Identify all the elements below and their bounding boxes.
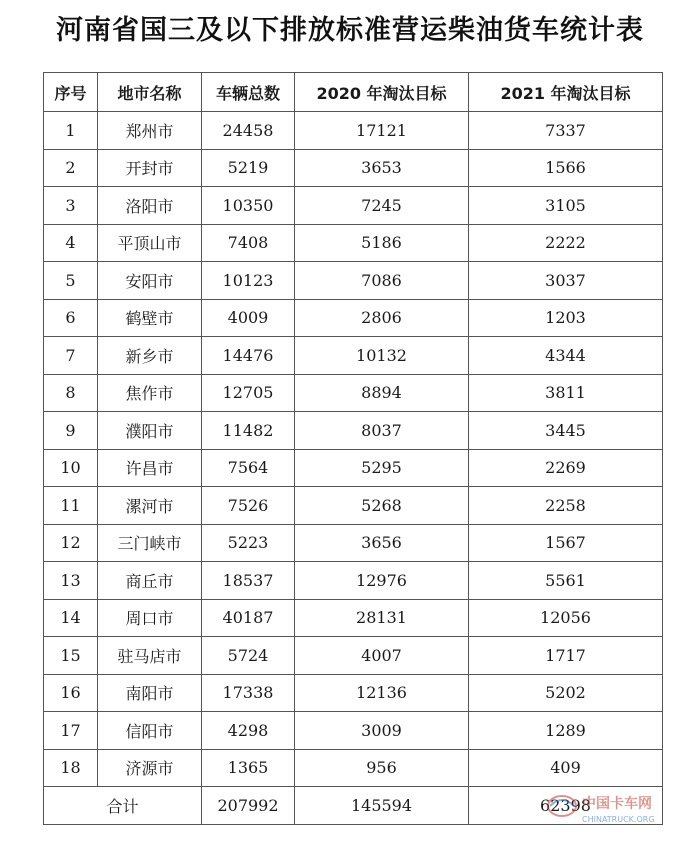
- cell-serial-number: 1: [44, 112, 98, 150]
- cell-vehicle-total: 5219: [202, 149, 295, 187]
- table-row: [44, 224, 663, 262]
- cell-city-name: 濮阳市: [98, 412, 202, 450]
- cell-serial-number: 9: [44, 412, 98, 450]
- cell-2021-target: 3811: [469, 374, 663, 412]
- table-row: [44, 637, 663, 675]
- cell-serial-number: 17: [44, 712, 98, 750]
- cell-2020-target: 3653: [295, 149, 469, 187]
- cell-vehicle-total: 4298: [202, 712, 295, 750]
- cell-city-name: 开封市: [98, 149, 202, 187]
- cell-serial-number: 3: [44, 187, 98, 225]
- table-row: [44, 562, 663, 600]
- cell-serial-number: 4: [44, 224, 98, 262]
- cell-vehicle-total: 40187: [202, 599, 295, 637]
- table-row: [44, 337, 663, 375]
- cell-vehicle-total: 10123: [202, 262, 295, 300]
- table-row: [44, 487, 663, 525]
- cell-2021-target: 5202: [469, 674, 663, 712]
- table-row: [44, 749, 663, 787]
- cell-vehicle-total: 7564: [202, 449, 295, 487]
- cell-vehicle-total: 5223: [202, 524, 295, 562]
- cell-serial-number: 8: [44, 374, 98, 412]
- cell-serial-number: 13: [44, 562, 98, 600]
- cell-2020-target: 28131: [295, 599, 469, 637]
- cell-serial-number: 2: [44, 149, 98, 187]
- cell-serial-number: 15: [44, 637, 98, 675]
- cell-2021-target: 1717: [469, 637, 663, 675]
- table-row: [44, 599, 663, 637]
- cell-city-name: 平顶山市: [98, 224, 202, 262]
- table-row: [44, 149, 663, 187]
- cell-2021-target: 1567: [469, 524, 663, 562]
- total-label: 合计: [44, 787, 202, 825]
- cell-2021-target: 7337: [469, 112, 663, 150]
- cell-2020-target: 3656: [295, 524, 469, 562]
- table-row: [44, 449, 663, 487]
- cell-2020-target: 8894: [295, 374, 469, 412]
- cell-2020-target: 12136: [295, 674, 469, 712]
- cell-2021-target: 3445: [469, 412, 663, 450]
- cell-2021-target: 12056: [469, 599, 663, 637]
- table-row: [44, 112, 663, 150]
- cell-2020-target: 7086: [295, 262, 469, 300]
- cell-vehicle-total: 12705: [202, 374, 295, 412]
- cell-2020-target: 5268: [295, 487, 469, 525]
- cell-city-name: 郑州市: [98, 112, 202, 150]
- cell-2020-target: 8037: [295, 412, 469, 450]
- cell-city-name: 周口市: [98, 599, 202, 637]
- watermark-subtext: CHINATRUCK.ORG: [582, 815, 655, 824]
- cell-city-name: 驻马店市: [98, 637, 202, 675]
- cell-serial-number: 10: [44, 449, 98, 487]
- cell-vehicle-total: 5724: [202, 637, 295, 675]
- cell-2020-target: 3009: [295, 712, 469, 750]
- cell-2020-target: 4007: [295, 637, 469, 675]
- header-serial-number: 序号: [44, 73, 98, 112]
- cell-city-name: 洛阳市: [98, 187, 202, 225]
- cell-serial-number: 16: [44, 674, 98, 712]
- cell-vehicle-total: 7526: [202, 487, 295, 525]
- cell-2020-target: 5295: [295, 449, 469, 487]
- cell-vehicle-total: 10350: [202, 187, 295, 225]
- cell-vehicle-total: 14476: [202, 337, 295, 375]
- cell-city-name: 许昌市: [98, 449, 202, 487]
- total-2020-target: 145594: [295, 787, 469, 825]
- header-vehicle-total: 车辆总数: [202, 73, 295, 112]
- table-row: [44, 299, 663, 337]
- table-row: [44, 712, 663, 750]
- cell-city-name: 南阳市: [98, 674, 202, 712]
- cell-serial-number: 18: [44, 749, 98, 787]
- cell-city-name: 新乡市: [98, 337, 202, 375]
- cell-2021-target: 2269: [469, 449, 663, 487]
- vehicle-statistics-table: [43, 72, 663, 825]
- table-row: [44, 674, 663, 712]
- cell-city-name: 信阳市: [98, 712, 202, 750]
- table-row: [44, 412, 663, 450]
- cell-city-name: 鹤壁市: [98, 299, 202, 337]
- cell-serial-number: 6: [44, 299, 98, 337]
- header-2020-target: 2020 年淘汰目标: [295, 73, 469, 112]
- page-title: 河南省国三及以下排放标准营运柴油货车统计表: [56, 15, 644, 46]
- cell-city-name: 焦作市: [98, 374, 202, 412]
- cell-2021-target: 409: [469, 749, 663, 787]
- header-city-name: 地市名称: [98, 73, 202, 112]
- cell-serial-number: 12: [44, 524, 98, 562]
- total-vehicle-count: 207992: [202, 787, 295, 825]
- watermark-logo-icon: [542, 786, 692, 834]
- cell-2020-target: 10132: [295, 337, 469, 375]
- cell-vehicle-total: 4009: [202, 299, 295, 337]
- table-header-row: [44, 73, 663, 112]
- cell-2020-target: 7245: [295, 187, 469, 225]
- cell-serial-number: 5: [44, 262, 98, 300]
- cell-serial-number: 14: [44, 599, 98, 637]
- cell-vehicle-total: 24458: [202, 112, 295, 150]
- header-2021-target: 2021 年淘汰目标: [469, 73, 663, 112]
- cell-vehicle-total: 11482: [202, 412, 295, 450]
- cell-vehicle-total: 18537: [202, 562, 295, 600]
- cell-2020-target: 5186: [295, 224, 469, 262]
- cell-2021-target: 1289: [469, 712, 663, 750]
- cell-2020-target: 956: [295, 749, 469, 787]
- cell-serial-number: 11: [44, 487, 98, 525]
- watermark-text: 中国卡车网: [582, 796, 652, 812]
- cell-city-name: 漯河市: [98, 487, 202, 525]
- cell-2020-target: 12976: [295, 562, 469, 600]
- cell-2020-target: 2806: [295, 299, 469, 337]
- cell-2021-target: 1203: [469, 299, 663, 337]
- cell-2021-target: 2258: [469, 487, 663, 525]
- cell-2021-target: 1566: [469, 149, 663, 187]
- cell-2021-target: 2222: [469, 224, 663, 262]
- table-row: [44, 262, 663, 300]
- cell-city-name: 济源市: [98, 749, 202, 787]
- cell-2021-target: 3037: [469, 262, 663, 300]
- cell-city-name: 安阳市: [98, 262, 202, 300]
- cell-2021-target: 4344: [469, 337, 663, 375]
- cell-vehicle-total: 1365: [202, 749, 295, 787]
- cell-vehicle-total: 7408: [202, 224, 295, 262]
- cell-serial-number: 7: [44, 337, 98, 375]
- cell-2021-target: 5561: [469, 562, 663, 600]
- table-row: [44, 374, 663, 412]
- total-2021-target: 62398: [469, 787, 663, 825]
- cell-vehicle-total: 17338: [202, 674, 295, 712]
- cell-2021-target: 3105: [469, 187, 663, 225]
- cell-city-name: 商丘市: [98, 562, 202, 600]
- cell-2020-target: 17121: [295, 112, 469, 150]
- cell-city-name: 三门峡市: [98, 524, 202, 562]
- table-row: [44, 524, 663, 562]
- table-row: [44, 187, 663, 225]
